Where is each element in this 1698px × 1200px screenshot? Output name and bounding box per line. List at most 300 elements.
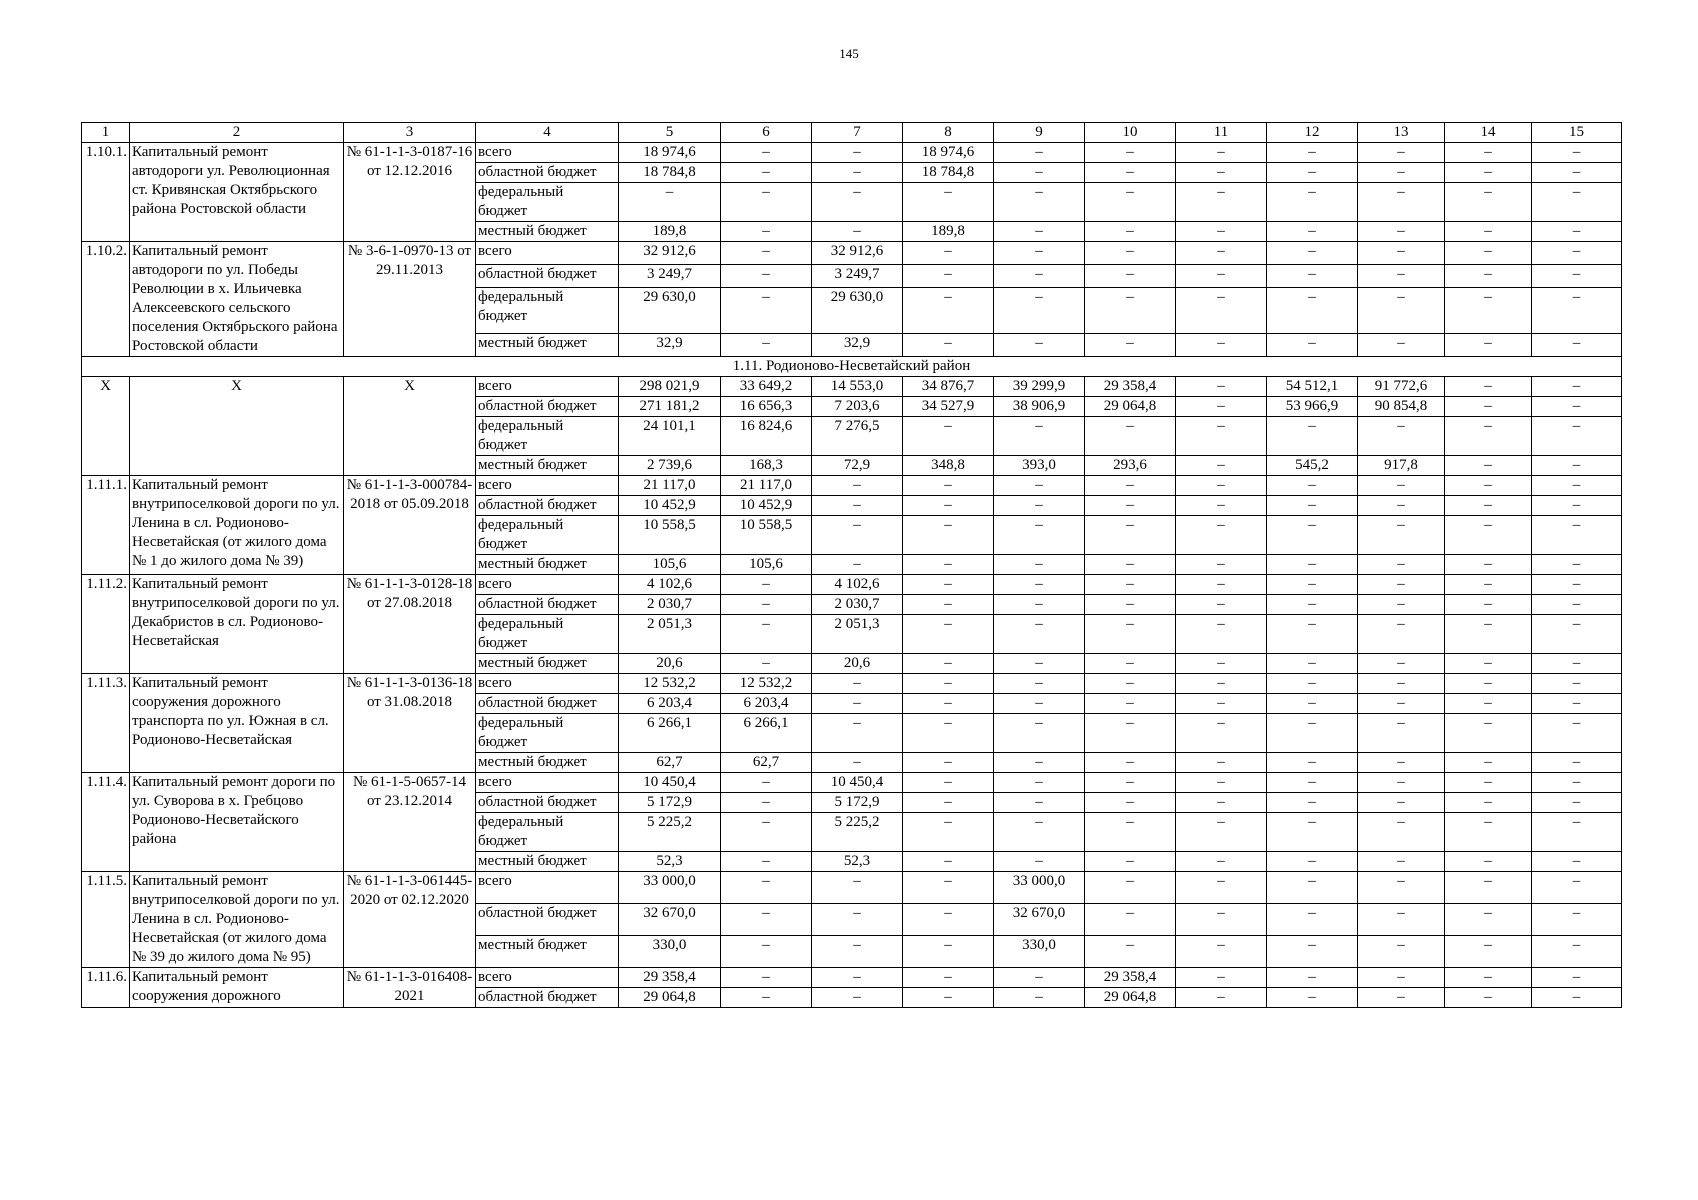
- amount-cell: –: [994, 242, 1085, 265]
- amount-cell: –: [1532, 476, 1622, 496]
- amount-cell: –: [1445, 555, 1532, 575]
- column-number: 14: [1445, 123, 1532, 143]
- amount-cell: 330,0: [619, 936, 721, 968]
- amount-cell: –: [1176, 377, 1267, 397]
- column-number: 1: [82, 123, 130, 143]
- amount-cell: –: [1176, 183, 1267, 222]
- amount-cell: –: [1267, 615, 1358, 654]
- amount-cell: 33 000,0: [994, 872, 1085, 904]
- amount-cell: 393,0: [994, 456, 1085, 476]
- amount-cell: –: [1267, 813, 1358, 852]
- amount-cell: –: [1532, 555, 1622, 575]
- amount-cell: –: [1267, 163, 1358, 183]
- amount-cell: –: [1358, 615, 1445, 654]
- amount-cell: –: [1358, 773, 1445, 793]
- amount-cell: –: [1085, 333, 1176, 356]
- amount-cell: –: [1358, 183, 1445, 222]
- amount-cell: –: [1176, 595, 1267, 615]
- amount-cell: –: [1532, 595, 1622, 615]
- amount-cell: –: [1358, 753, 1445, 773]
- amount-cell: –: [1532, 615, 1622, 654]
- amount-cell: –: [1267, 333, 1358, 356]
- amount-cell: –: [994, 555, 1085, 575]
- amount-cell: –: [1358, 575, 1445, 595]
- amount-cell: –: [1176, 852, 1267, 872]
- funding-source: всего: [476, 476, 619, 496]
- funding-source: федеральный бюджет: [476, 516, 619, 555]
- column-number: 13: [1358, 123, 1445, 143]
- amount-cell: –: [1085, 753, 1176, 773]
- amount-cell: –: [1358, 417, 1445, 456]
- item-number: 1.11.1.: [82, 476, 130, 575]
- amount-cell: –: [1358, 288, 1445, 333]
- funding-source: федеральный бюджет: [476, 813, 619, 852]
- amount-cell: –: [812, 968, 903, 988]
- amount-cell: –: [1176, 988, 1267, 1008]
- amount-cell: 18 974,6: [903, 143, 994, 163]
- amount-cell: 33 000,0: [619, 872, 721, 904]
- amount-cell: –: [812, 714, 903, 753]
- amount-cell: –: [1176, 714, 1267, 753]
- amount-cell: –: [1085, 288, 1176, 333]
- amount-cell: –: [1085, 496, 1176, 516]
- amount-cell: –: [1358, 813, 1445, 852]
- expertise-doc: № 61-1-1-3-016408-2021: [344, 968, 476, 1008]
- amount-cell: –: [1445, 496, 1532, 516]
- funding-source: областной бюджет: [476, 163, 619, 183]
- amount-cell: –: [994, 476, 1085, 496]
- amount-cell: –: [1532, 222, 1622, 242]
- amount-cell: –: [1085, 516, 1176, 555]
- amount-cell: 2 030,7: [812, 595, 903, 615]
- amount-cell: –: [1085, 163, 1176, 183]
- amount-cell: –: [1267, 242, 1358, 265]
- amount-cell: 29 358,4: [1085, 377, 1176, 397]
- expertise-doc: № 61-1-5-0657-14 от 23.12.2014: [344, 773, 476, 872]
- amount-cell: –: [1532, 183, 1622, 222]
- amount-cell: –: [1085, 222, 1176, 242]
- amount-cell: –: [994, 714, 1085, 753]
- amount-cell: –: [1176, 397, 1267, 417]
- amount-cell: –: [619, 183, 721, 222]
- object-name: Капитальный ремонт сооружения дорожного: [130, 968, 344, 1008]
- amount-cell: –: [994, 143, 1085, 163]
- amount-cell: 10 450,4: [812, 773, 903, 793]
- object-name: Х: [130, 377, 344, 476]
- amount-cell: –: [903, 595, 994, 615]
- column-number-row: [82, 123, 1622, 143]
- amount-cell: –: [1532, 265, 1622, 288]
- amount-cell: –: [1445, 793, 1532, 813]
- amount-cell: –: [1085, 813, 1176, 852]
- amount-cell: –: [1445, 988, 1532, 1008]
- amount-cell: –: [1176, 813, 1267, 852]
- amount-cell: –: [1085, 674, 1176, 694]
- item-number: 1.10.1.: [82, 143, 130, 242]
- item-number: 1.11.3.: [82, 674, 130, 773]
- amount-cell: –: [994, 654, 1085, 674]
- amount-cell: –: [994, 575, 1085, 595]
- amount-cell: –: [1176, 555, 1267, 575]
- amount-cell: –: [1358, 904, 1445, 936]
- column-number: 11: [1176, 123, 1267, 143]
- amount-cell: –: [1358, 265, 1445, 288]
- funding-source: всего: [476, 773, 619, 793]
- amount-cell: –: [1176, 793, 1267, 813]
- amount-cell: 12 532,2: [721, 674, 812, 694]
- amount-cell: 38 906,9: [994, 397, 1085, 417]
- amount-cell: –: [1176, 694, 1267, 714]
- amount-cell: –: [1176, 333, 1267, 356]
- amount-cell: –: [903, 773, 994, 793]
- amount-cell: 32 912,6: [619, 242, 721, 265]
- amount-cell: 29 630,0: [619, 288, 721, 333]
- amount-cell: –: [1445, 476, 1532, 496]
- amount-cell: –: [903, 555, 994, 575]
- amount-cell: –: [1445, 397, 1532, 417]
- amount-cell: –: [1267, 852, 1358, 872]
- amount-cell: –: [903, 516, 994, 555]
- amount-cell: –: [1267, 793, 1358, 813]
- amount-cell: –: [1358, 936, 1445, 968]
- amount-cell: –: [1445, 872, 1532, 904]
- amount-cell: 5 225,2: [619, 813, 721, 852]
- amount-cell: –: [721, 936, 812, 968]
- amount-cell: –: [903, 968, 994, 988]
- table-row: [82, 143, 1622, 163]
- amount-cell: 62,7: [619, 753, 721, 773]
- amount-cell: –: [903, 936, 994, 968]
- table-row: [82, 773, 1622, 793]
- amount-cell: –: [1267, 968, 1358, 988]
- amount-cell: –: [721, 288, 812, 333]
- amount-cell: 72,9: [812, 456, 903, 476]
- amount-cell: –: [1176, 476, 1267, 496]
- amount-cell: –: [1267, 222, 1358, 242]
- amount-cell: 18 974,6: [619, 143, 721, 163]
- amount-cell: 21 117,0: [619, 476, 721, 496]
- column-number: 7: [812, 123, 903, 143]
- amount-cell: –: [1532, 753, 1622, 773]
- amount-cell: –: [1358, 793, 1445, 813]
- amount-cell: –: [721, 988, 812, 1008]
- object-name: Капитальный ремонт автодороги ул. Революционная ст. Кривянская Октябрьского района Ростовской области: [130, 143, 344, 242]
- amount-cell: 39 299,9: [994, 377, 1085, 397]
- amount-cell: –: [1085, 476, 1176, 496]
- funding-source: всего: [476, 968, 619, 988]
- amount-cell: –: [1267, 753, 1358, 773]
- amount-cell: –: [1445, 936, 1532, 968]
- object-name: Капитальный ремонт сооружения дорожного транспорта по ул. Южная в сл. Родионово-Несветайская: [130, 674, 344, 773]
- amount-cell: –: [903, 674, 994, 694]
- item-number: Х: [82, 377, 130, 476]
- amount-cell: –: [1085, 265, 1176, 288]
- amount-cell: 20,6: [812, 654, 903, 674]
- amount-cell: –: [1176, 163, 1267, 183]
- amount-cell: –: [1085, 555, 1176, 575]
- amount-cell: 32,9: [619, 333, 721, 356]
- funding-source: всего: [476, 575, 619, 595]
- amount-cell: –: [1445, 615, 1532, 654]
- amount-cell: 29 358,4: [1085, 968, 1176, 988]
- amount-cell: 348,8: [903, 456, 994, 476]
- amount-cell: –: [1532, 654, 1622, 674]
- column-number: 10: [1085, 123, 1176, 143]
- funding-source: местный бюджет: [476, 456, 619, 476]
- amount-cell: –: [1445, 516, 1532, 555]
- amount-cell: –: [994, 288, 1085, 333]
- table-row: [82, 242, 1622, 265]
- amount-cell: 18 784,8: [619, 163, 721, 183]
- amount-cell: –: [1176, 288, 1267, 333]
- amount-cell: –: [1176, 753, 1267, 773]
- expertise-doc: № 61-1-1-3-0187-16 от 12.12.2016: [344, 143, 476, 242]
- amount-cell: –: [1358, 654, 1445, 674]
- amount-cell: –: [721, 813, 812, 852]
- amount-cell: –: [812, 904, 903, 936]
- amount-cell: 293,6: [1085, 456, 1176, 476]
- amount-cell: –: [1267, 183, 1358, 222]
- amount-cell: –: [812, 555, 903, 575]
- amount-cell: –: [994, 333, 1085, 356]
- amount-cell: –: [1358, 333, 1445, 356]
- amount-cell: –: [1085, 615, 1176, 654]
- amount-cell: –: [721, 242, 812, 265]
- amount-cell: 29 064,8: [1085, 988, 1176, 1008]
- funding-source: областной бюджет: [476, 988, 619, 1008]
- amount-cell: –: [1085, 852, 1176, 872]
- amount-cell: –: [1176, 872, 1267, 904]
- amount-cell: –: [1532, 496, 1622, 516]
- amount-cell: –: [1085, 654, 1176, 674]
- expertise-doc: № 61-1-1-3-061445-2020 от 02.12.2020: [344, 872, 476, 968]
- funding-source: федеральный бюджет: [476, 417, 619, 456]
- page-number: 145: [839, 46, 859, 61]
- amount-cell: –: [903, 904, 994, 936]
- amount-cell: –: [1445, 753, 1532, 773]
- item-number: 1.11.5.: [82, 872, 130, 968]
- funding-source: всего: [476, 872, 619, 904]
- funding-source: областной бюджет: [476, 496, 619, 516]
- amount-cell: –: [1176, 936, 1267, 968]
- amount-cell: –: [1085, 143, 1176, 163]
- amount-cell: –: [1358, 595, 1445, 615]
- object-name: Капитальный ремонт внутрипоселковой дороги по ул. Ленина в сл. Родионово-Несветайская (от жилого дома № 39 до жилого дома № 95): [130, 872, 344, 968]
- amount-cell: 917,8: [1358, 456, 1445, 476]
- amount-cell: 10 558,5: [721, 516, 812, 555]
- amount-cell: –: [1445, 163, 1532, 183]
- amount-cell: –: [994, 988, 1085, 1008]
- funding-source: областной бюджет: [476, 595, 619, 615]
- object-name: Капитальный ремонт дороги по ул. Суворова в х. Гребцово Родионово-Несветайского района: [130, 773, 344, 872]
- amount-cell: –: [721, 575, 812, 595]
- amount-cell: –: [1445, 575, 1532, 595]
- amount-cell: –: [903, 988, 994, 1008]
- amount-cell: –: [1085, 904, 1176, 936]
- amount-cell: –: [1532, 163, 1622, 183]
- amount-cell: –: [1176, 615, 1267, 654]
- amount-cell: 545,2: [1267, 456, 1358, 476]
- amount-cell: –: [1267, 773, 1358, 793]
- amount-cell: –: [1358, 988, 1445, 1008]
- amount-cell: 189,8: [619, 222, 721, 242]
- amount-cell: –: [1358, 242, 1445, 265]
- amount-cell: –: [1267, 288, 1358, 333]
- amount-cell: 14 553,0: [812, 377, 903, 397]
- amount-cell: –: [1176, 265, 1267, 288]
- amount-cell: –: [903, 813, 994, 852]
- amount-cell: 21 117,0: [721, 476, 812, 496]
- column-number: 12: [1267, 123, 1358, 143]
- amount-cell: –: [994, 813, 1085, 852]
- amount-cell: 10 452,9: [619, 496, 721, 516]
- amount-cell: –: [1267, 674, 1358, 694]
- amount-cell: 52,3: [812, 852, 903, 872]
- amount-cell: –: [1267, 988, 1358, 1008]
- amount-cell: 330,0: [994, 936, 1085, 968]
- amount-cell: –: [1532, 397, 1622, 417]
- amount-cell: –: [903, 575, 994, 595]
- amount-cell: –: [1445, 674, 1532, 694]
- amount-cell: –: [721, 183, 812, 222]
- amount-cell: –: [1267, 476, 1358, 496]
- amount-cell: –: [1445, 288, 1532, 333]
- amount-cell: –: [1358, 222, 1445, 242]
- amount-cell: –: [1532, 377, 1622, 397]
- amount-cell: –: [1358, 516, 1445, 555]
- amount-cell: –: [1532, 936, 1622, 968]
- amount-cell: –: [1085, 936, 1176, 968]
- amount-cell: –: [1532, 417, 1622, 456]
- amount-cell: –: [1358, 694, 1445, 714]
- amount-cell: 32 912,6: [812, 242, 903, 265]
- expertise-doc: № 3-6-1-0970-13 от 29.11.2013: [344, 242, 476, 357]
- section-title: 1.11. Родионово-Несветайский район: [82, 357, 1622, 377]
- amount-cell: 105,6: [619, 555, 721, 575]
- amount-cell: –: [1532, 714, 1622, 753]
- amount-cell: 3 249,7: [619, 265, 721, 288]
- amount-cell: –: [994, 674, 1085, 694]
- amount-cell: –: [1358, 852, 1445, 872]
- amount-cell: –: [1358, 163, 1445, 183]
- amount-cell: 52,3: [619, 852, 721, 872]
- column-number: 15: [1532, 123, 1622, 143]
- amount-cell: –: [903, 476, 994, 496]
- column-number: 8: [903, 123, 994, 143]
- amount-cell: 29 064,8: [1085, 397, 1176, 417]
- amount-cell: –: [1532, 516, 1622, 555]
- amount-cell: –: [1445, 595, 1532, 615]
- amount-cell: –: [994, 968, 1085, 988]
- amount-cell: –: [1085, 242, 1176, 265]
- amount-cell: –: [903, 714, 994, 753]
- expertise-doc: № 61-1-1-3-0136-18 от 31.08.2018: [344, 674, 476, 773]
- amount-cell: –: [1445, 265, 1532, 288]
- amount-cell: 29 630,0: [812, 288, 903, 333]
- funding-source: местный бюджет: [476, 654, 619, 674]
- amount-cell: 6 266,1: [721, 714, 812, 753]
- amount-cell: –: [994, 496, 1085, 516]
- amount-cell: –: [994, 595, 1085, 615]
- amount-cell: –: [903, 242, 994, 265]
- amount-cell: –: [1532, 813, 1622, 852]
- amount-cell: –: [721, 333, 812, 356]
- amount-cell: –: [903, 753, 994, 773]
- amount-cell: –: [994, 793, 1085, 813]
- table-row: [82, 968, 1622, 988]
- funding-source: областной бюджет: [476, 904, 619, 936]
- amount-cell: –: [1532, 773, 1622, 793]
- amount-cell: –: [812, 183, 903, 222]
- amount-cell: –: [1445, 813, 1532, 852]
- amount-cell: –: [1176, 654, 1267, 674]
- amount-cell: –: [1176, 242, 1267, 265]
- amount-cell: 34 876,7: [903, 377, 994, 397]
- amount-cell: 2 051,3: [619, 615, 721, 654]
- amount-cell: –: [721, 595, 812, 615]
- table-row: [82, 872, 1622, 904]
- amount-cell: –: [1176, 143, 1267, 163]
- amount-cell: –: [994, 694, 1085, 714]
- amount-cell: 5 172,9: [812, 793, 903, 813]
- amount-cell: –: [994, 615, 1085, 654]
- amount-cell: –: [903, 872, 994, 904]
- amount-cell: –: [1532, 904, 1622, 936]
- amount-cell: 53 966,9: [1267, 397, 1358, 417]
- amount-cell: –: [721, 615, 812, 654]
- amount-cell: –: [1085, 793, 1176, 813]
- table-row: [82, 575, 1622, 595]
- amount-cell: –: [812, 936, 903, 968]
- amount-cell: 12 532,2: [619, 674, 721, 694]
- amount-cell: –: [1532, 674, 1622, 694]
- amount-cell: –: [1358, 714, 1445, 753]
- amount-cell: 10 558,5: [619, 516, 721, 555]
- amount-cell: –: [1267, 936, 1358, 968]
- amount-cell: –: [994, 163, 1085, 183]
- amount-cell: 4 102,6: [619, 575, 721, 595]
- column-number: 2: [130, 123, 344, 143]
- amount-cell: –: [1445, 852, 1532, 872]
- amount-cell: 32,9: [812, 333, 903, 356]
- amount-cell: –: [1358, 143, 1445, 163]
- amount-cell: –: [812, 496, 903, 516]
- amount-cell: –: [1267, 872, 1358, 904]
- amount-cell: 20,6: [619, 654, 721, 674]
- amount-cell: 298 021,9: [619, 377, 721, 397]
- funding-source: местный бюджет: [476, 936, 619, 968]
- item-number: 1.11.2.: [82, 575, 130, 674]
- funding-source: областной бюджет: [476, 694, 619, 714]
- amount-cell: –: [903, 852, 994, 872]
- amount-cell: –: [812, 674, 903, 694]
- amount-cell: –: [1176, 773, 1267, 793]
- amount-cell: –: [1267, 904, 1358, 936]
- amount-cell: 29 358,4: [619, 968, 721, 988]
- amount-cell: –: [1085, 694, 1176, 714]
- funding-source: местный бюджет: [476, 555, 619, 575]
- amount-cell: –: [1176, 417, 1267, 456]
- amount-cell: –: [1445, 714, 1532, 753]
- amount-cell: –: [1085, 872, 1176, 904]
- object-name: Капитальный ремонт автодороги по ул. Победы Революции в х. Ильичевка Алексеевского сельского поселения Октябрьского района Ростовской области: [130, 242, 344, 357]
- funding-source: областной бюджет: [476, 793, 619, 813]
- amount-cell: –: [1176, 516, 1267, 555]
- amount-cell: 6 203,4: [619, 694, 721, 714]
- expertise-doc: № 61-1-1-3-0128-18 от 27.08.2018: [344, 575, 476, 674]
- funding-source: областной бюджет: [476, 397, 619, 417]
- amount-cell: –: [994, 265, 1085, 288]
